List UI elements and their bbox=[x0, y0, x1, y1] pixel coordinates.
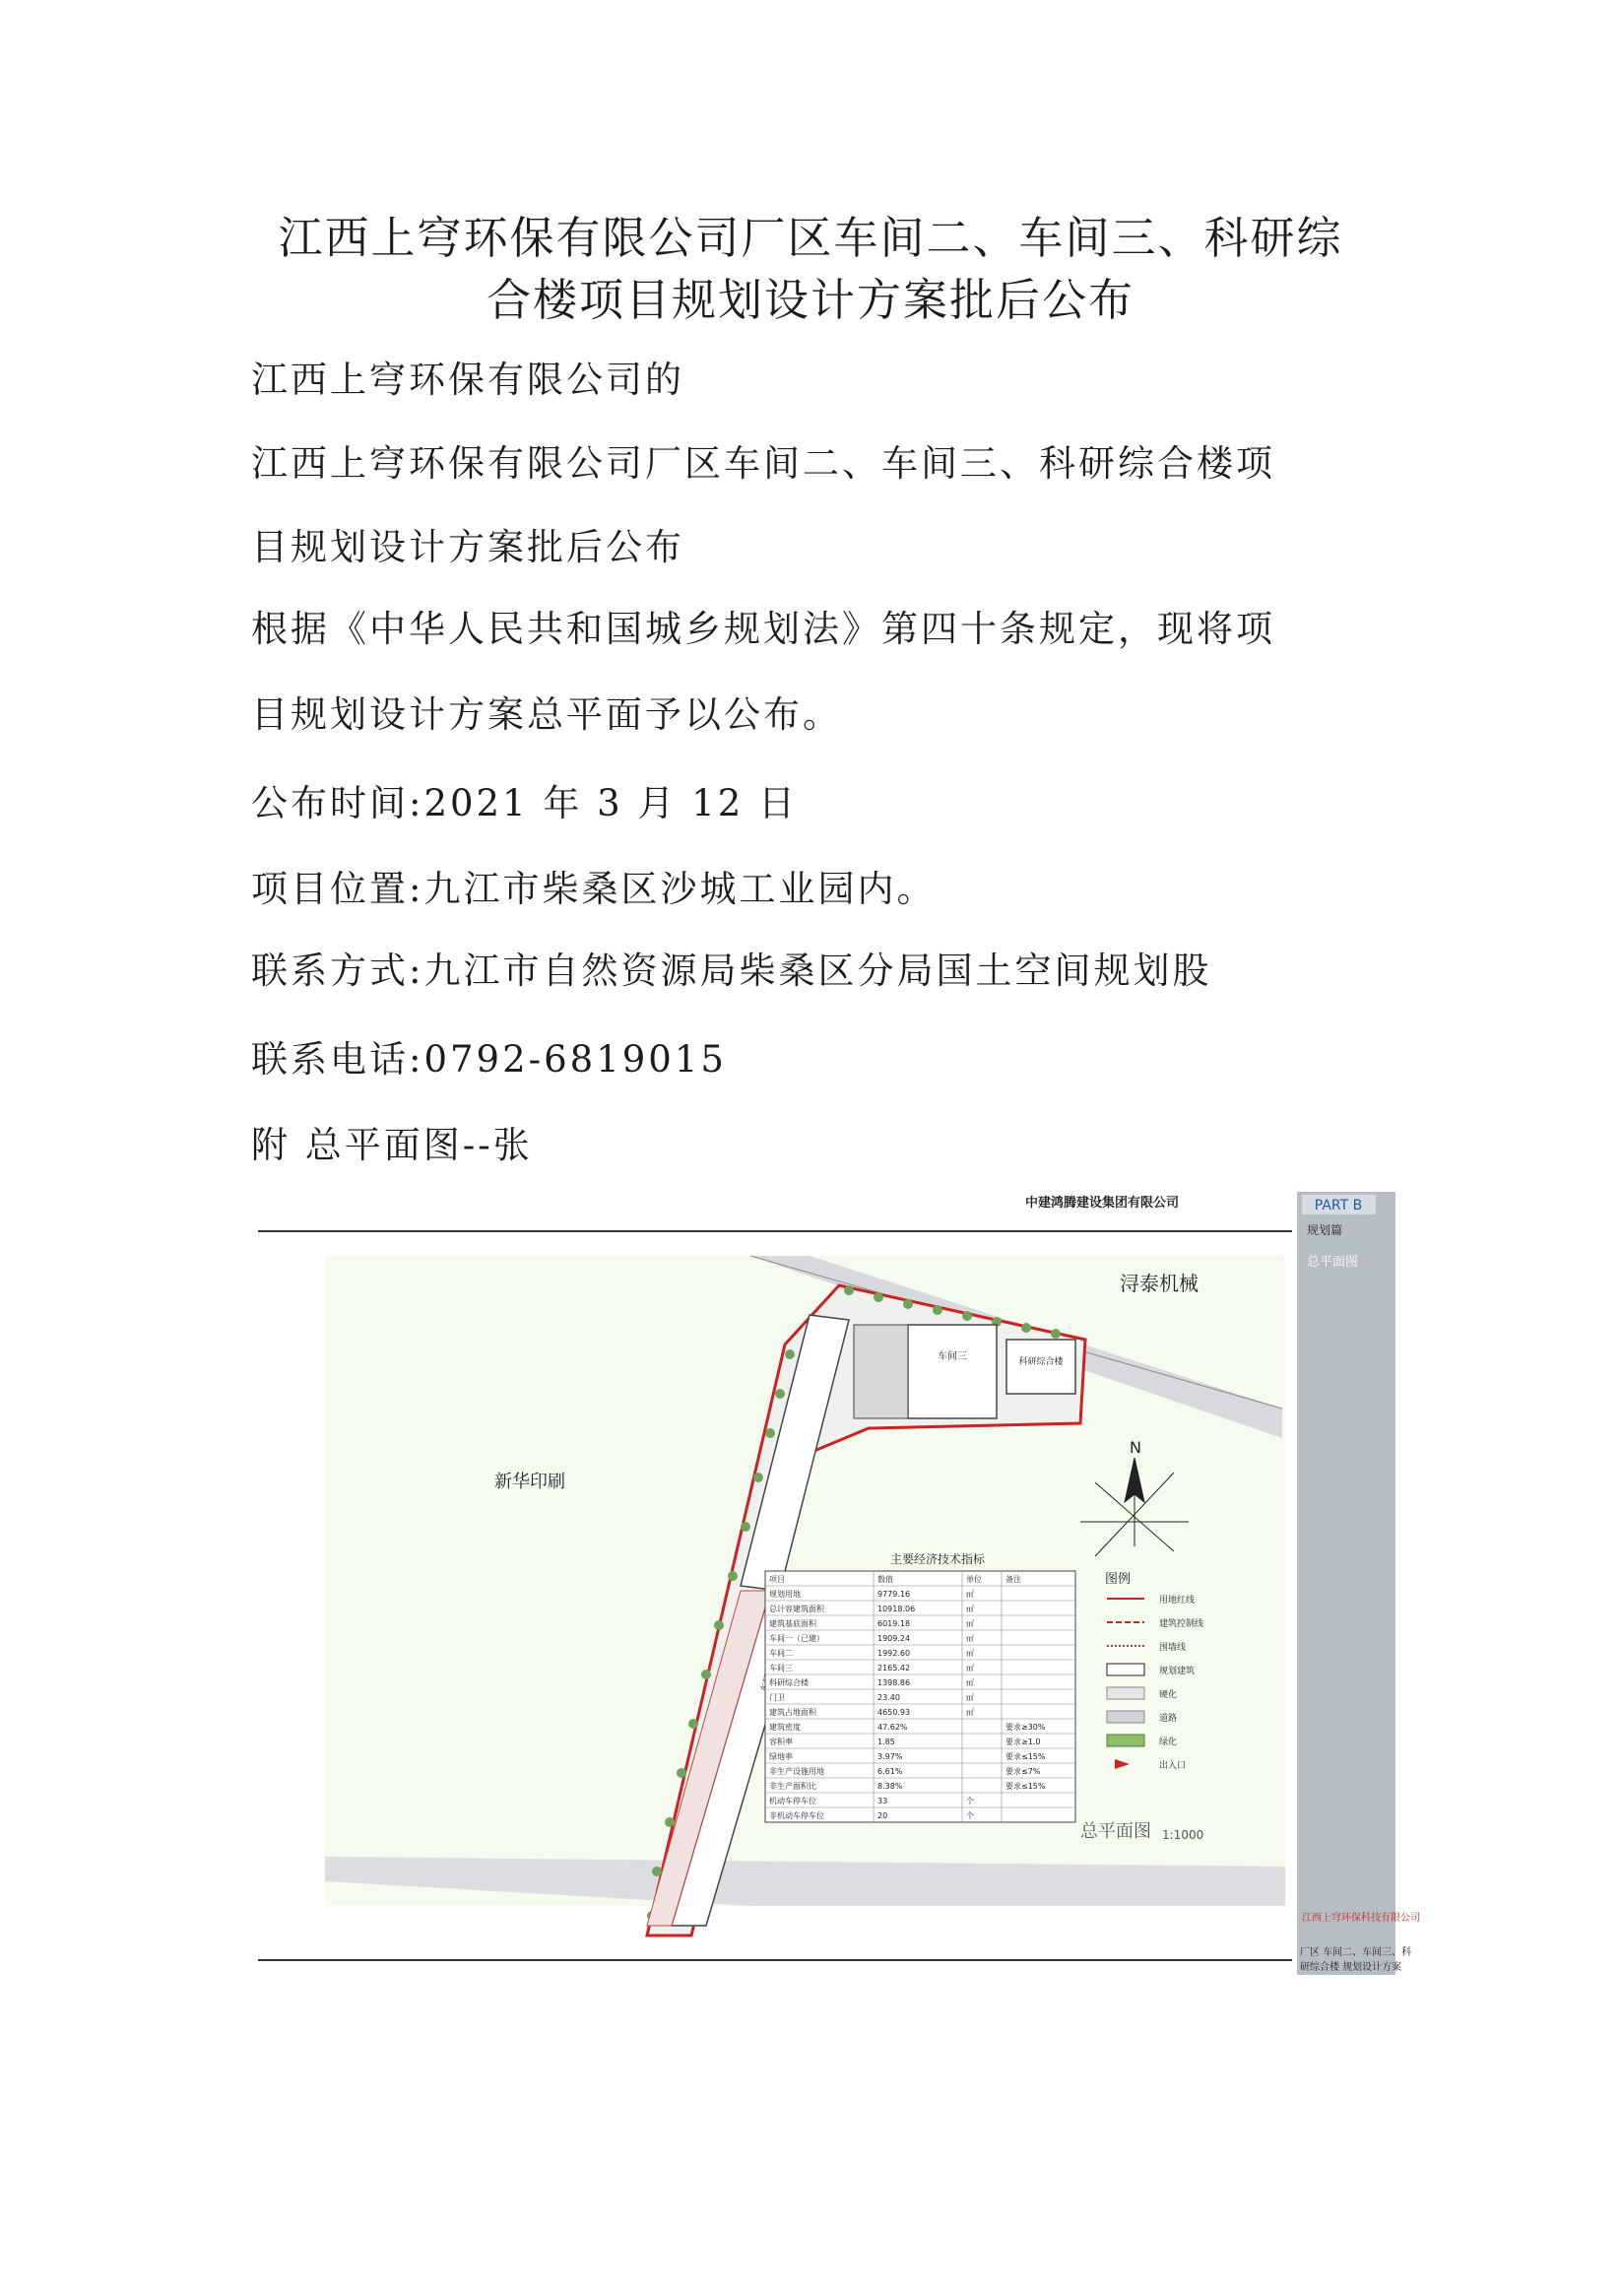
legend-item-label: 出入口 bbox=[1159, 1761, 1187, 1771]
table-header-cell: 单位 bbox=[966, 1575, 982, 1584]
table-cell: 绿地率 bbox=[769, 1752, 793, 1761]
table-cell: 容积率 bbox=[769, 1738, 793, 1746]
table-cell: 要求≤15% bbox=[1005, 1752, 1046, 1761]
table-cell: 要求≥1.0 bbox=[1005, 1738, 1041, 1746]
table-cell: 6019.18 bbox=[877, 1619, 911, 1628]
project-name-line-1: 江西上穹环保有限公司厂区车间二、车间三、科研综合楼项 bbox=[251, 442, 1275, 485]
table-cell: 9779.16 bbox=[877, 1590, 911, 1599]
table-cell: 科研综合楼 bbox=[769, 1678, 809, 1687]
project-name-line-2: 目规划设计方案批后公布 bbox=[251, 526, 684, 568]
publish-time: 公布时间:2021 年 3 月 12 日 bbox=[251, 782, 799, 824]
table-cell: 车间二 bbox=[769, 1649, 793, 1658]
table-cell: 33 bbox=[877, 1797, 888, 1805]
table-cell: 8.38% bbox=[877, 1782, 903, 1791]
table-cell: ㎡ bbox=[966, 1664, 974, 1673]
legend-item-label: 绿化 bbox=[1159, 1738, 1178, 1747]
table-header-cell: 备注 bbox=[1005, 1575, 1021, 1584]
legend-item-label: 建筑控制线 bbox=[1159, 1619, 1204, 1629]
side-banner bbox=[1297, 1192, 1395, 1975]
table-cell: 建筑占地面积 bbox=[769, 1708, 816, 1717]
legal-basis-line-2: 目规划设计方案总平面予以公布。 bbox=[251, 693, 842, 736]
table-cell: 非生产面积比 bbox=[769, 1782, 816, 1791]
part-badge: PART B bbox=[1314, 1198, 1363, 1214]
north-label: N bbox=[1130, 1438, 1141, 1457]
neighbor-west-label: 新华印刷 bbox=[494, 1472, 565, 1492]
table-cell: 6.61% bbox=[877, 1767, 903, 1776]
table-cell: 3.97% bbox=[877, 1752, 903, 1761]
table-cell: 个 bbox=[966, 1811, 974, 1820]
page-title-line-1: 江西上穹环保有限公司厂区车间二、车间三、科研综 bbox=[278, 212, 1343, 264]
table-cell: 2165.42 bbox=[877, 1664, 911, 1673]
legend-item-label: 硬化 bbox=[1159, 1690, 1178, 1700]
table-cell: 1909.24 bbox=[877, 1634, 911, 1643]
table-cell: 要求≤15% bbox=[1005, 1782, 1046, 1791]
legend-swatch bbox=[1107, 1711, 1144, 1723]
contact-info: 联系方式:九江市自然资源局柴桑区分局国土空间规划股 bbox=[251, 950, 1212, 992]
legal-basis-line-1: 根据《中华人民共和国城乡规划法》第四十条规定，现将项 bbox=[251, 608, 1275, 650]
neighbor-east-label: 浔泰机械 bbox=[1120, 1272, 1199, 1295]
table-cell: 规划用地 bbox=[769, 1590, 801, 1599]
table-cell: 车间一（已建） bbox=[769, 1634, 824, 1643]
table-cell: 总计容建筑面积 bbox=[769, 1605, 824, 1613]
table-cell: 1.85 bbox=[877, 1738, 895, 1746]
sheet-title: 总平面图 bbox=[1080, 1821, 1151, 1842]
sheet-label: 总平面图 bbox=[1307, 1255, 1359, 1270]
table-cell: 建筑基底面积 bbox=[769, 1619, 816, 1628]
table-title: 主要经济技术指标 bbox=[889, 1552, 986, 1566]
table-cell: 10918.06 bbox=[877, 1605, 916, 1613]
legend-item-label: 规划建筑 bbox=[1159, 1667, 1196, 1676]
table-cell: ㎡ bbox=[966, 1634, 974, 1643]
site-plan-drawing bbox=[258, 1177, 1420, 1985]
section-label: 规划篇 bbox=[1307, 1223, 1343, 1237]
sheet-scale: 1:1000 bbox=[1162, 1828, 1204, 1842]
legend-item-label: 道路 bbox=[1159, 1714, 1178, 1724]
workshop-3-label: 车间三 bbox=[938, 1351, 967, 1362]
legend-title: 图例 bbox=[1105, 1572, 1132, 1587]
legend-swatch bbox=[1107, 1664, 1144, 1675]
legend-swatch bbox=[1107, 1687, 1144, 1699]
company-header: 中建鸿腾建设集团有限公司 bbox=[1024, 1196, 1179, 1211]
footer-line-1: 厂区 车间二、车间三、科 bbox=[1300, 1947, 1412, 1958]
research-building-label: 科研综合楼 bbox=[1018, 1357, 1064, 1367]
table-cell: ㎡ bbox=[966, 1619, 974, 1628]
table-cell: ㎡ bbox=[966, 1708, 974, 1717]
table-cell: ㎡ bbox=[966, 1590, 974, 1599]
table-cell: 非生产设施用地 bbox=[769, 1767, 824, 1776]
table-cell: ㎡ bbox=[966, 1678, 974, 1687]
footer-company: 江西上穹环保科技有限公司 bbox=[1302, 1913, 1420, 1924]
table-cell: 47.62% bbox=[877, 1723, 908, 1732]
table-cell: 非机动车停车位 bbox=[769, 1811, 824, 1820]
table-cell: 建筑密度 bbox=[769, 1723, 801, 1732]
table-cell: 要求≥30% bbox=[1005, 1723, 1046, 1732]
workshop-3-building bbox=[908, 1325, 997, 1418]
intro-text: 江西上穹环保有限公司的 bbox=[251, 359, 684, 401]
table-cell: 机动车停车位 bbox=[769, 1797, 816, 1805]
project-location: 项目位置:九江市柴桑区沙城工业园内。 bbox=[251, 868, 937, 910]
table-header-cell: 数值 bbox=[877, 1575, 893, 1584]
table-cell: 20 bbox=[877, 1811, 888, 1820]
table-cell: 要求≤7% bbox=[1005, 1767, 1041, 1776]
table-header-cell: 项目 bbox=[769, 1575, 785, 1584]
legend-item-label: 用地红线 bbox=[1159, 1596, 1196, 1606]
table-cell: 4650.93 bbox=[877, 1708, 911, 1717]
table-cell: ㎡ bbox=[966, 1605, 974, 1613]
table-cell: 个 bbox=[966, 1797, 974, 1805]
table-cell: 1398.86 bbox=[877, 1678, 911, 1687]
legend-swatch bbox=[1107, 1735, 1144, 1746]
contact-phone: 联系电话:0792-6819015 bbox=[251, 1038, 727, 1081]
table-cell: 车间三 bbox=[769, 1664, 793, 1673]
footer-line-2: 研综合楼 规划设计方案 bbox=[1300, 1962, 1402, 1973]
economic-indicators-table bbox=[765, 1571, 1075, 1822]
legend-item-label: 围墙线 bbox=[1159, 1643, 1187, 1653]
table-cell: ㎡ bbox=[966, 1649, 974, 1658]
attachment-note: 附 总平面图--张 bbox=[251, 1124, 533, 1166]
table-cell: 门卫 bbox=[769, 1693, 785, 1702]
page-title-line-2: 合楼项目规划设计方案批后公布 bbox=[486, 274, 1135, 326]
table-cell: ㎡ bbox=[966, 1693, 974, 1702]
table-cell: 23.40 bbox=[877, 1693, 900, 1702]
table-cell: 1992.60 bbox=[877, 1649, 911, 1658]
